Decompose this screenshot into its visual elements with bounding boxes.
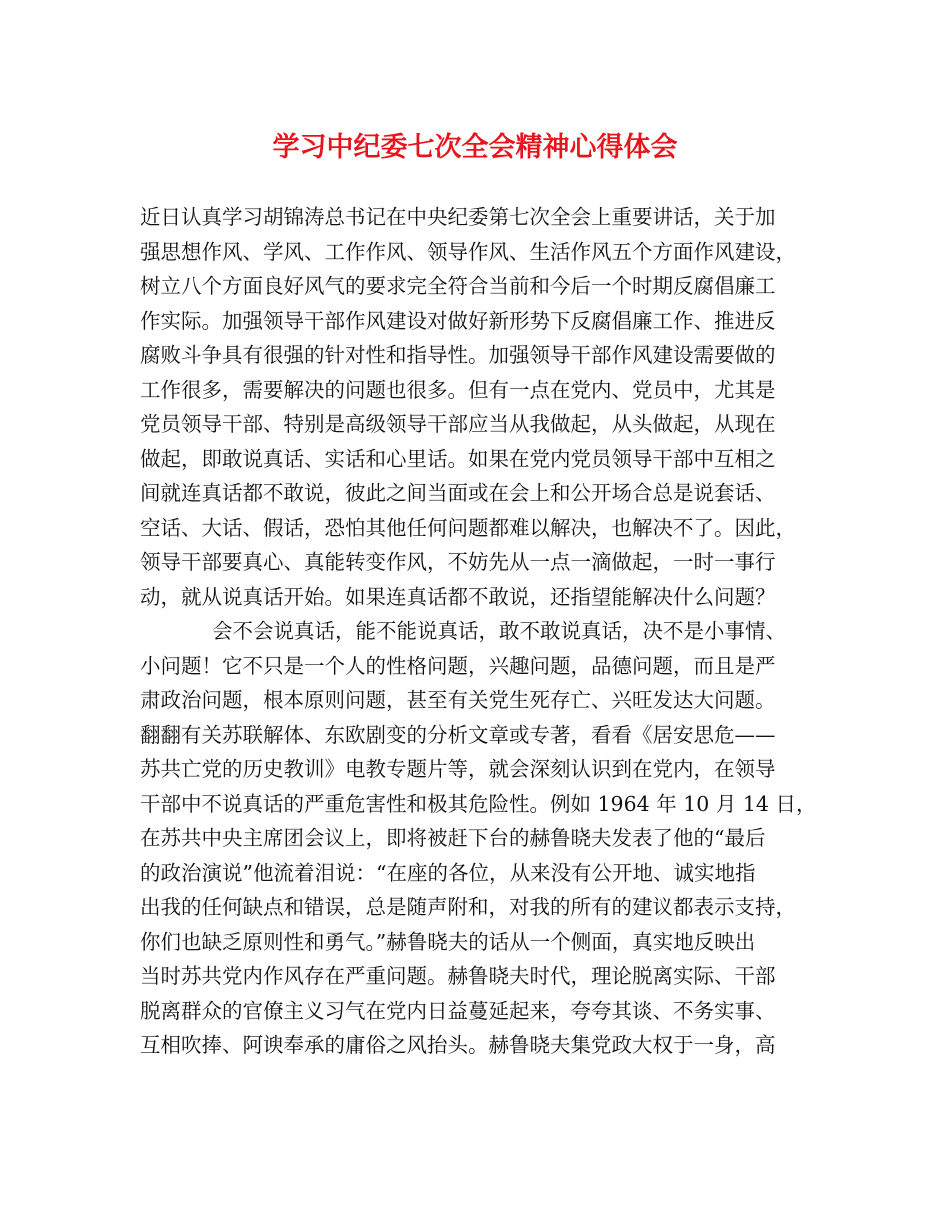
document-body xyxy=(140,200,828,1063)
text-line: 作实际。加强领导干部作风建设对做好新形势下反腐倡廉工作、推进反 xyxy=(140,308,776,333)
text-line: 当时苏共党内作风存在严重问题。赫鲁晓夫时代，理论脱离实际、干部 xyxy=(140,964,776,988)
text-line: 在苏共中央主席团会议上，即将被赶下台的赫鲁晓夫发表了他的“最后 xyxy=(140,826,766,850)
text-line: 的政治演说”他流着泪说：“在座的各位，从来没有公开地、诚实地指 xyxy=(140,860,756,885)
text-line: 动，就从说真话开始。如果连真话都不敢说，还指望能解决什么问题？ xyxy=(140,584,776,609)
text-line: 脱离群众的官僚主义习气在党内日益蔓延起来，夸夸其谈、不务实事、 xyxy=(140,998,776,1023)
text-line: 党员领导干部、特别是高级领导干部应当从我做起，从头做起，从现在 xyxy=(140,412,776,436)
text-line: 你们也缺乏原则性和勇气。”赫鲁晓夫的话从一个侧面，真实地反映出 xyxy=(140,929,756,954)
text-line: 树立八个方面良好风气的要求完全符合当前和今后一个时期反腐倡廉工 xyxy=(140,274,776,298)
text-line: 互相吹捧、阿谀奉承的庸俗之风抬头。赫鲁晓夫集党政大权于一身，高 xyxy=(140,1033,776,1057)
document-title: 学习中纪委七次全会精神心得体会 xyxy=(272,132,678,163)
text-line: 腐败斗争具有很强的针对性和指导性。加强领导干部作风建设需要做的 xyxy=(140,343,776,367)
text-line: 近日认真学习胡锦涛总书记在中央纪委第七次全会上重要讲话，关于加 xyxy=(140,205,776,229)
text-line: 做起，即敢说真话、实话和心里话。如果在党内党员领导干部中互相之 xyxy=(140,446,776,471)
text-line: 肃政治问题，根本原则问题，甚至有关党生死存亡、兴旺发达大问题。 xyxy=(140,688,776,712)
text-line: 出我的任何缺点和错误，总是随声附和，对我的所有的建议都表示支持， xyxy=(140,895,796,919)
text-line: 翻翻有关苏联解体、东欧剧变的分析文章或专著，看看《居安思危—— xyxy=(140,722,776,747)
text-line: 苏共亡党的历史教训》电教专题片等，就会深刻认识到在党内，在领导 xyxy=(140,757,776,781)
text-line: 领导干部要真心、真能转变作风，不妨先从一点一滴做起，一时一事行 xyxy=(140,550,776,574)
text-line: 工作很多，需要解决的问题也很多。但有一点在党内、党员中，尤其是 xyxy=(140,377,776,402)
paragraph-start-line: 会不会说真话，能不能说真话，敢不敢说真话，决不是小事情、 xyxy=(212,619,786,643)
text-line: 间就连真话都不敢说，彼此之间当面或在会上和公开场合总是说套话、 xyxy=(140,481,776,505)
text-line: 干部中不说真话的严重危害性和极其危险性。例如 1964 年 10 月 14 日， xyxy=(140,791,817,816)
text-line: 小问题！它不只是一个人的性格问题，兴趣问题，品德问题，而且是严 xyxy=(140,653,776,678)
text-line: 空话、大话、假话，恐怕其他任何问题都难以解决，也解决不了。因此， xyxy=(140,515,796,540)
text-line: 强思想作风、学风、工作作风、领导作风、生活作风五个方面作风建设， xyxy=(140,239,796,264)
